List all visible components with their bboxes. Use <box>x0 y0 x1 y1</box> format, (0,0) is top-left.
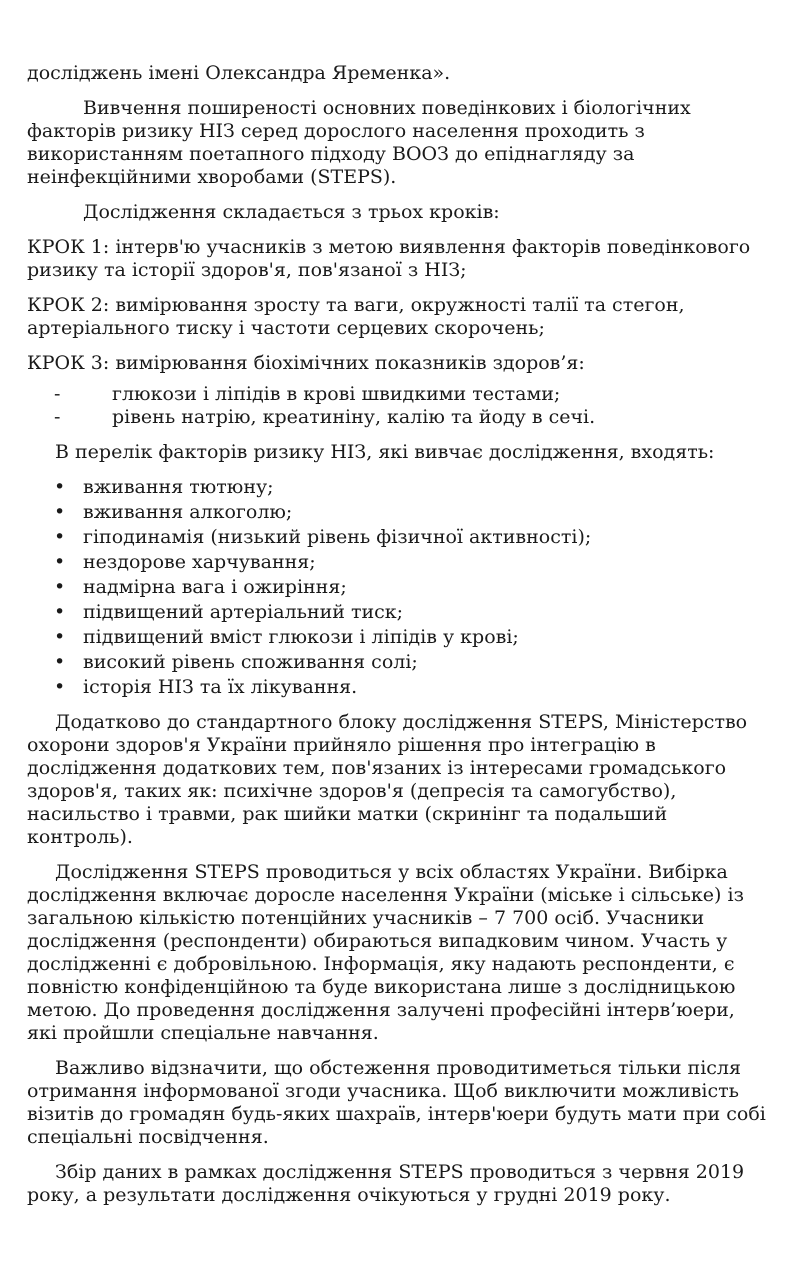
bullet-marker: • <box>54 601 66 623</box>
step-1-paragraph: КРОК 1: інтерв'ю учасників з метою виявлення факторів поведінкового ризику та історії здоров'я, пов'язаної з НІЗ; <box>27 236 751 281</box>
bullet-marker: • <box>54 576 66 598</box>
list-item <box>27 476 767 499</box>
risk-factors-intro: В перелік факторів ризику НІЗ, які вивчає дослідження, входять: <box>55 441 715 463</box>
list-item <box>27 626 767 649</box>
bullet-marker: • <box>54 551 66 573</box>
list-item-text: високий рівень споживання солі; <box>83 651 418 673</box>
list-item-text: глюкози і ліпідів в крові швидкими тестами; <box>112 383 561 405</box>
dash-marker: - <box>54 406 61 428</box>
sample-paragraph: Дослідження STEPS проводиться у всіх областях України. Вибірка дослідження включає доросле населення України (міське і сільське) із загальною кількістю потенційних учасників – 7 700 осіб. Учасники дослідження (респонденти) обираються випадковим чином. Участь у дослідженні є добровільною. Інформація, яку надають респонденти, є повністю конфіденційною та буде використана лише з дослідницькою метою. До проведення дослідження залучені професійні інтерв’юери, які пройшли спеціальне навчання. <box>27 861 744 1044</box>
consent-paragraph: Важливо відзначити, що обстеження проводитиметься тільки після отримання інформованої згоди учасника. Щоб виключити можливість візитів до громадян будь-яких шахраїв, інтерв'юери будуть мати при собі спеціальні посвідчення. <box>27 1057 766 1148</box>
list-item-text: гіподинамія (низький рівень фізичної активності); <box>83 526 592 548</box>
document-page <box>27 62 767 1219</box>
biochem-list <box>27 383 767 429</box>
list-item <box>27 651 767 674</box>
bullet-marker: • <box>54 626 66 648</box>
bullet-marker: • <box>54 676 66 698</box>
step-3-paragraph: КРОК 3: вимірювання біохімічних показників здоров’я: <box>27 352 585 374</box>
list-item-text: історія НІЗ та їх лікування. <box>83 676 358 698</box>
steps-heading: Дослідження складається з трьох кроків: <box>83 201 500 223</box>
list-item-text: підвищений артеріальний тиск; <box>83 601 404 623</box>
list-item-text: вживання тютюну; <box>83 476 274 498</box>
list-item-text: підвищений вміст глюкози і ліпідів у крові; <box>83 626 519 648</box>
additional-topics-paragraph: Додатково до стандартного блоку дослідження STEPS, Міністерство охорони здоров'я України прийняло рішення про інтеграцію в дослідження додаткових тем, пов'язаних із інтересами громадського здоров'я, таких як: психічне здоров'я (депресія та самогубство), насильство і травми, рак шийки матки (скринінг та подальший контроль). <box>27 711 748 848</box>
list-item <box>27 551 767 574</box>
bullet-marker: • <box>54 476 66 498</box>
list-item-text: надмірна вага і ожиріння; <box>83 576 347 598</box>
list-item-text: вживання алкоголю; <box>83 501 293 523</box>
continuation-line: досліджень імені Олександра Яременка». <box>27 62 451 84</box>
list-item <box>27 526 767 549</box>
list-item <box>27 601 767 624</box>
bullet-marker: • <box>54 501 66 523</box>
list-item <box>27 383 767 406</box>
list-item <box>27 676 767 699</box>
dash-marker: - <box>54 383 61 405</box>
list-item <box>27 501 767 524</box>
risk-factors-list <box>27 476 767 699</box>
list-item-text: нездорове харчування; <box>83 551 316 573</box>
list-item-text: рівень натрію, креатиніну, калію та йоду в сечі. <box>112 406 596 428</box>
list-item <box>27 406 767 429</box>
bullet-marker: • <box>54 651 66 673</box>
step-2-paragraph: КРОК 2: вимірювання зросту та ваги, окружності талії та стегон, артеріального тиску і частоти серцевих скорочень; <box>27 294 685 339</box>
list-item <box>27 576 767 599</box>
bullet-marker: • <box>54 526 66 548</box>
timeline-paragraph: Збір даних в рамках дослідження STEPS проводиться з червня 2019 року, а результати дослідження очікуються у грудні 2019 року. <box>27 1161 745 1206</box>
intro-paragraph: Вивчення поширеності основних поведінкових і біологічних факторів ризику НІЗ серед дорослого населення проходить з використанням поетапного підходу ВООЗ до епіднагляду за неінфекційними хворобами (STEPS). <box>27 97 691 188</box>
